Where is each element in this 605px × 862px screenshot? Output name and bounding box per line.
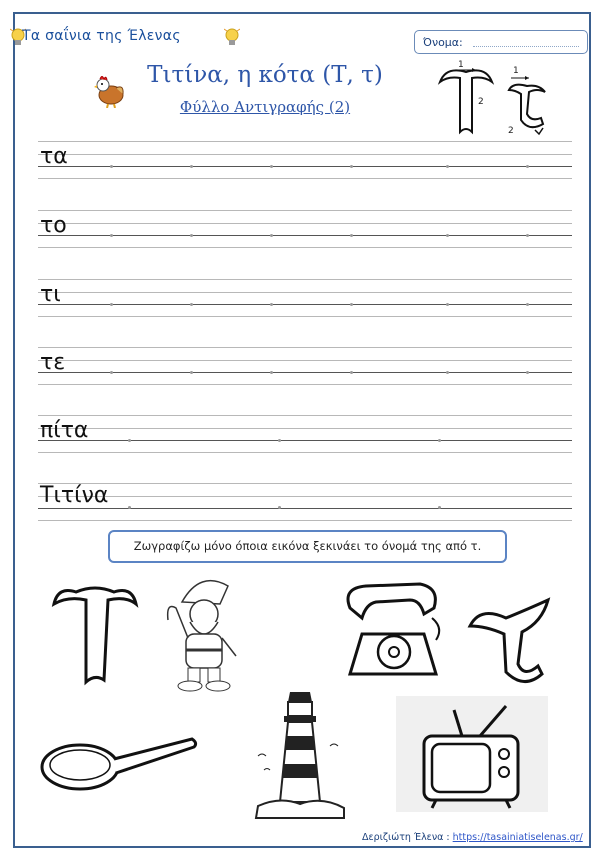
guide-dot bbox=[110, 371, 113, 374]
practice-word: Τιτίνα bbox=[40, 483, 109, 508]
name-dotted-line bbox=[473, 46, 579, 47]
name-label: Όνομα: bbox=[423, 36, 463, 49]
lowercase-tau-picture bbox=[466, 596, 552, 692]
guide-dot bbox=[526, 303, 529, 306]
guide-dot bbox=[128, 439, 131, 442]
uppercase-tau-picture bbox=[50, 580, 140, 690]
guide-dot bbox=[190, 165, 193, 168]
uppercase-tau-model bbox=[436, 62, 496, 138]
guide-dot bbox=[278, 439, 281, 442]
guide-dot bbox=[446, 303, 449, 306]
practice-word: τι bbox=[40, 282, 61, 307]
guide-dot bbox=[350, 234, 353, 237]
footer bbox=[362, 832, 583, 843]
practice-row bbox=[38, 276, 572, 336]
guide-dot bbox=[526, 371, 529, 374]
guide-dot bbox=[110, 234, 113, 237]
practice-row bbox=[38, 344, 572, 404]
guide-dot bbox=[350, 165, 353, 168]
guide-dot bbox=[270, 371, 273, 374]
television-icon bbox=[396, 696, 548, 812]
guide-dot bbox=[446, 165, 449, 168]
dwarf-picture[interactable] bbox=[160, 572, 246, 692]
practice-word: το bbox=[40, 213, 67, 238]
guide-dot bbox=[190, 234, 193, 237]
guide-dot bbox=[270, 165, 273, 168]
stroke-number: 2 bbox=[478, 97, 484, 107]
guide-dot bbox=[110, 303, 113, 306]
guide-dot bbox=[350, 303, 353, 306]
frying-pan-picture[interactable] bbox=[40, 735, 200, 795]
practice-word: τε bbox=[40, 350, 66, 375]
page-subtitle: Φύλλο Αντιγραφής (2) bbox=[179, 98, 351, 116]
guide-dot bbox=[128, 506, 131, 509]
footer-author: Δεριζιώτη Έλενα : bbox=[362, 832, 450, 843]
brand-text: Τα σαΐνια της Έλενας bbox=[22, 28, 181, 44]
guide-dot bbox=[278, 506, 281, 509]
practice-row bbox=[38, 138, 572, 198]
page-title: Τιτίνα, η κότα (Τ, τ) bbox=[147, 62, 383, 88]
practice-row bbox=[38, 412, 572, 472]
guide-dot bbox=[270, 303, 273, 306]
footer-link[interactable]: https://tasainiatiselenas.gr/ bbox=[452, 832, 583, 843]
guide-dot bbox=[438, 439, 441, 442]
practice-word: πίτα bbox=[40, 418, 89, 443]
television-picture[interactable] bbox=[396, 696, 548, 812]
guide-dot bbox=[446, 371, 449, 374]
guide-dot bbox=[350, 371, 353, 374]
stroke-number: 2 bbox=[508, 126, 514, 136]
stroke-number: 1 bbox=[513, 66, 519, 76]
bulb-icon bbox=[224, 27, 240, 47]
stroke-number: 1 bbox=[458, 60, 464, 70]
guide-dot bbox=[438, 506, 441, 509]
guide-dot bbox=[190, 303, 193, 306]
hen-icon bbox=[94, 74, 126, 108]
guide-dot bbox=[190, 371, 193, 374]
guide-dot bbox=[270, 234, 273, 237]
guide-dot bbox=[110, 165, 113, 168]
guide-dot bbox=[526, 234, 529, 237]
lighthouse-picture[interactable] bbox=[250, 686, 350, 822]
instruction-box: Ζωγραφίζω μόνο όποια εικόνα ξεκινάει το όνομά της από τ. bbox=[108, 530, 507, 563]
telephone-picture[interactable] bbox=[340, 578, 446, 682]
guide-dot bbox=[446, 234, 449, 237]
practice-row bbox=[38, 207, 572, 267]
guide-dot bbox=[526, 165, 529, 168]
practice-word: τα bbox=[40, 144, 68, 169]
name-field[interactable] bbox=[414, 30, 588, 54]
